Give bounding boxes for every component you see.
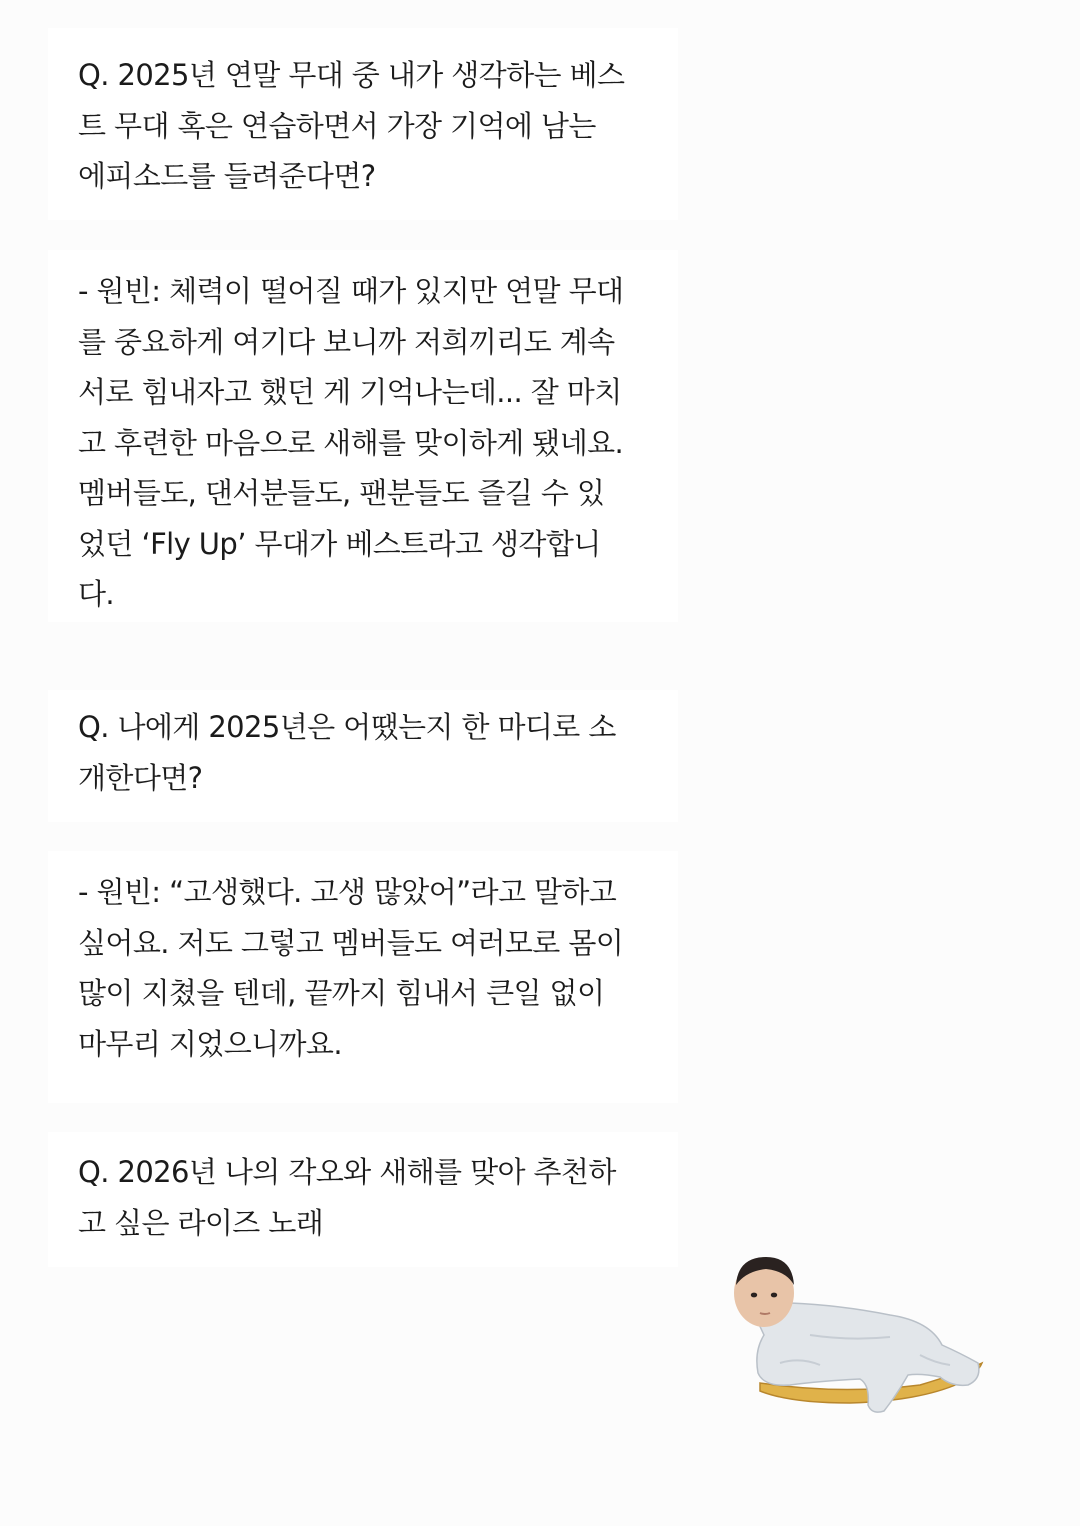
answer-card-1	[48, 250, 678, 622]
question-card-2	[48, 690, 678, 822]
question-text-3: Q. 2026년 나의 각오와 새해를 맞아 추천하 고 싶은 라이즈 노래	[78, 1155, 616, 1240]
question-card-1	[48, 28, 678, 220]
answer-text-2: - 원빈: “고생했다. 고생 많았어”라고 말하고 싶어요. 저도 그렇고 멤버들도 여러모로 몸이 많이 지쳤을 텐데, 끝까지 힘내서 큰일 없이 마무리 지었으니까요.	[78, 875, 624, 1061]
answer-card-2	[48, 851, 678, 1103]
baby-photo-icon	[720, 1245, 1000, 1435]
answer-text-1: - 원빈: 체력이 떨어질 때가 있지만 연말 무대 를 중요하게 여기다 보니까 저희끼리도 계속 서로 힘내자고 했던 게 기억나는데... 잘 마치 고 후련한 마음으로 새해를 맞이하게 됐네요. 멤버들도, 댄서분들도, 팬분들도 즐길 수 있 었던 ‘Fly Up’ 무대가 베스트라고 생각합니 다.	[78, 274, 624, 611]
question-card-3	[48, 1132, 678, 1267]
question-text-1: Q. 2025년 연말 무대 중 내가 생각하는 베스 트 무대 혹은 연습하면서 가장 기억에 남는 에피소드를 들려준다면?	[78, 58, 625, 193]
question-text-2: Q. 나에게 2025년은 어땠는지 한 마디로 소 개한다면?	[78, 710, 616, 795]
